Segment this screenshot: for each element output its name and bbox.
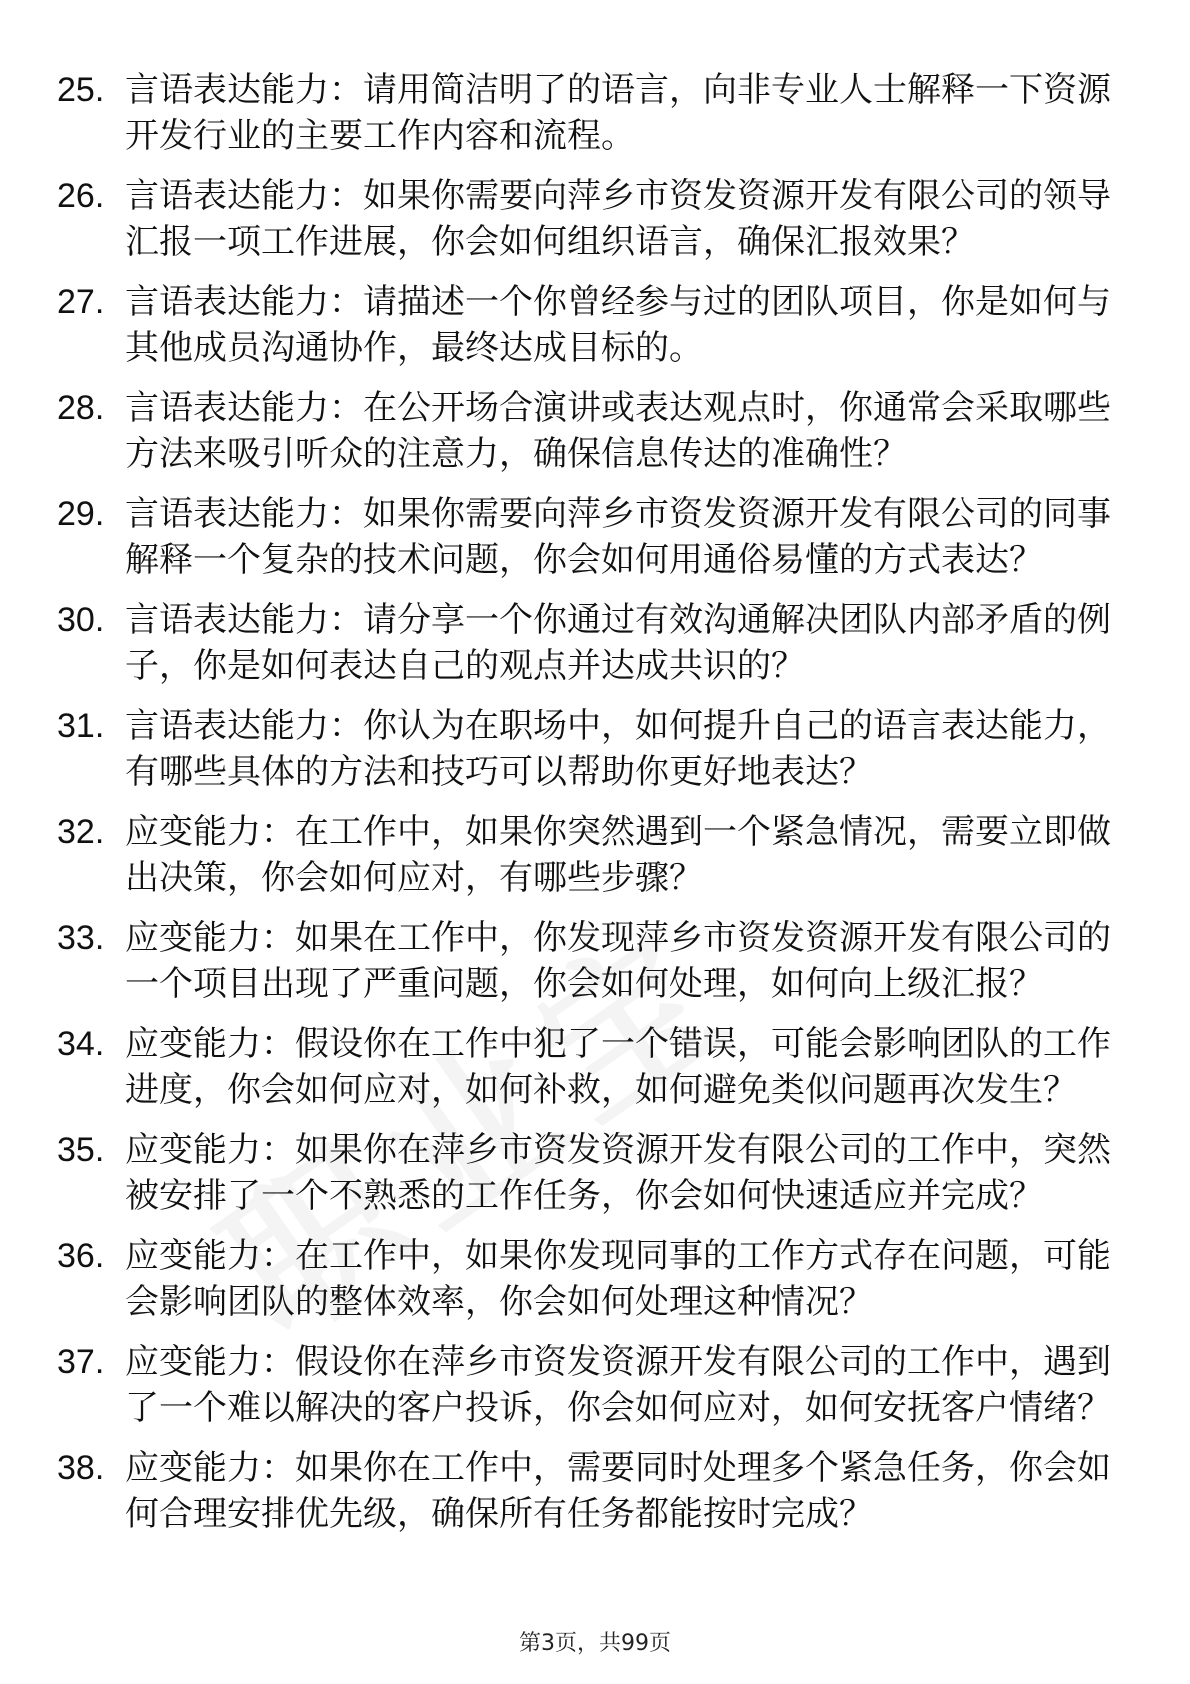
question-item <box>57 597 1137 689</box>
question-body: 言语表达能力：在公开场合演讲或表达观点时，你通常会采取哪些方法来吸引听众的注意力，确保信息传达的准确性？ <box>125 388 1111 474</box>
question-category: 言语表达能力 <box>125 494 329 534</box>
question-body: 应变能力：如果你在工作中，需要同时处理多个紧急任务，你会如何合理安排优先级，确保所有任务都能按时完成？ <box>125 1448 1111 1534</box>
question-number: 29. <box>57 495 105 533</box>
question-text: 如果你在萍乡市资发资源开发有限公司的工作中，突然被安排了一个不熟悉的工作任务，你会如何快速适应并完成？ <box>125 1130 1111 1216</box>
question-body: 应变能力：在工作中，如果你突然遇到一个紧急情况，需要立即做出决策，你会如何应对，有哪些步骤？ <box>125 812 1111 898</box>
question-number: 30. <box>57 601 105 639</box>
question-item <box>57 491 1137 583</box>
question-text: 假设你在萍乡市资发资源开发有限公司的工作中，遇到了一个难以解决的客户投诉，你会如何应对，如何安抚客户情绪？ <box>125 1342 1111 1428</box>
question-number: 36. <box>57 1237 105 1275</box>
question-category: 言语表达能力 <box>125 388 329 428</box>
question-number: 38. <box>57 1449 105 1487</box>
question-category: 应变能力 <box>125 1024 261 1064</box>
question-body: 言语表达能力：如果你需要向萍乡市资发资源开发有限公司的同事解释一个复杂的技术问题，你会如何用通俗易懂的方式表达？ <box>125 494 1111 580</box>
question-category: 言语表达能力 <box>125 176 329 216</box>
question-text: 如果你在工作中，需要同时处理多个紧急任务，你会如何合理安排优先级，确保所有任务都能按时完成？ <box>125 1448 1111 1534</box>
question-body: 应变能力：在工作中，如果你发现同事的工作方式存在问题，可能会影响团队的整体效率，你会如何处理这种情况？ <box>125 1236 1111 1322</box>
question-body: 应变能力：假设你在萍乡市资发资源开发有限公司的工作中，遇到了一个难以解决的客户投诉，你会如何应对，如何安抚客户情绪？ <box>125 1342 1111 1428</box>
question-item <box>57 1339 1137 1431</box>
question-number: 26. <box>57 177 105 215</box>
question-category: 应变能力 <box>125 918 261 958</box>
question-text: 你认为在职场中，如何提升自己的语言表达能力，有哪些具体的方法和技巧可以帮助你更好地表达？ <box>125 706 1111 792</box>
question-number: 37. <box>57 1343 105 1381</box>
question-category: 言语表达能力 <box>125 600 329 640</box>
question-text: 在工作中，如果你突然遇到一个紧急情况，需要立即做出决策，你会如何应对，有哪些步骤？ <box>125 812 1111 898</box>
question-item <box>57 1445 1137 1537</box>
question-number: 32. <box>57 813 105 851</box>
page-number: 第3页，共99页 <box>519 1631 671 1656</box>
question-item <box>57 915 1137 1007</box>
question-body: 言语表达能力：请描述一个你曾经参与过的团队项目，你是如何与其他成员沟通协作，最终达成目标的。 <box>125 282 1111 368</box>
question-number: 33. <box>57 919 105 957</box>
question-text: 如果你需要向萍乡市资发资源开发有限公司的领导汇报一项工作进展，你会如何组织语言，确保汇报效果？ <box>125 176 1111 262</box>
question-number: 35. <box>57 1131 105 1169</box>
question-body: 言语表达能力：请分享一个你通过有效沟通解决团队内部矛盾的例子，你是如何表达自己的观点并达成共识的？ <box>125 600 1111 686</box>
question-body: 应变能力：如果你在萍乡市资发资源开发有限公司的工作中，突然被安排了一个不熟悉的工作任务，你会如何快速适应并完成？ <box>125 1130 1111 1216</box>
question-body: 言语表达能力：如果你需要向萍乡市资发资源开发有限公司的领导汇报一项工作进展，你会如何组织语言，确保汇报效果？ <box>125 176 1111 262</box>
question-item <box>57 279 1137 371</box>
question-number: 34. <box>57 1025 105 1063</box>
question-category: 言语表达能力 <box>125 282 329 322</box>
question-body: 应变能力：如果在工作中，你发现萍乡市资发资源开发有限公司的一个项目出现了严重问题，你会如何处理，如何向上级汇报？ <box>125 918 1111 1004</box>
question-item <box>57 1233 1137 1325</box>
question-text: 请用简洁明了的语言，向非专业人士解释一下资源开发行业的主要工作内容和流程。 <box>125 70 1111 156</box>
question-body: 应变能力：假设你在工作中犯了一个错误，可能会影响团队的工作进度，你会如何应对，如何补救，如何避免类似问题再次发生？ <box>125 1024 1111 1110</box>
question-category: 言语表达能力 <box>125 706 329 746</box>
question-text: 请分享一个你通过有效沟通解决团队内部矛盾的例子，你是如何表达自己的观点并达成共识的？ <box>125 600 1111 686</box>
question-list <box>57 67 1137 1551</box>
question-item <box>57 1127 1137 1219</box>
question-body: 言语表达能力：你认为在职场中，如何提升自己的语言表达能力，有哪些具体的方法和技巧可以帮助你更好地表达？ <box>125 706 1111 792</box>
question-text: 在公开场合演讲或表达观点时，你通常会采取哪些方法来吸引听众的注意力，确保信息传达的准确性？ <box>125 388 1111 474</box>
question-item <box>57 1021 1137 1113</box>
question-text: 请描述一个你曾经参与过的团队项目，你是如何与其他成员沟通协作，最终达成目标的。 <box>125 282 1111 368</box>
question-item <box>57 173 1137 265</box>
question-item <box>57 809 1137 901</box>
question-text: 在工作中，如果你发现同事的工作方式存在问题，可能会影响团队的整体效率，你会如何处理这种情况？ <box>125 1236 1111 1322</box>
page-footer <box>0 1626 1190 1657</box>
question-body: 言语表达能力：请用简洁明了的语言，向非专业人士解释一下资源开发行业的主要工作内容和流程。 <box>125 70 1111 156</box>
question-category: 言语表达能力 <box>125 70 329 110</box>
question-number: 25. <box>57 71 105 109</box>
question-category: 应变能力 <box>125 1236 261 1276</box>
question-item <box>57 385 1137 477</box>
question-item <box>57 67 1137 159</box>
question-number: 27. <box>57 283 105 321</box>
question-text: 如果在工作中，你发现萍乡市资发资源开发有限公司的一个项目出现了严重问题，你会如何处理，如何向上级汇报？ <box>125 918 1111 1004</box>
question-number: 31. <box>57 707 105 745</box>
question-item <box>57 703 1137 795</box>
question-text: 假设你在工作中犯了一个错误，可能会影响团队的工作进度，你会如何应对，如何补救，如何避免类似问题再次发生？ <box>125 1024 1111 1110</box>
question-text: 如果你需要向萍乡市资发资源开发有限公司的同事解释一个复杂的技术问题，你会如何用通俗易懂的方式表达？ <box>125 494 1111 580</box>
question-category: 应变能力 <box>125 812 261 852</box>
question-category: 应变能力 <box>125 1342 261 1382</box>
question-number: 28. <box>57 389 105 427</box>
question-category: 应变能力 <box>125 1448 261 1488</box>
question-category: 应变能力 <box>125 1130 261 1170</box>
